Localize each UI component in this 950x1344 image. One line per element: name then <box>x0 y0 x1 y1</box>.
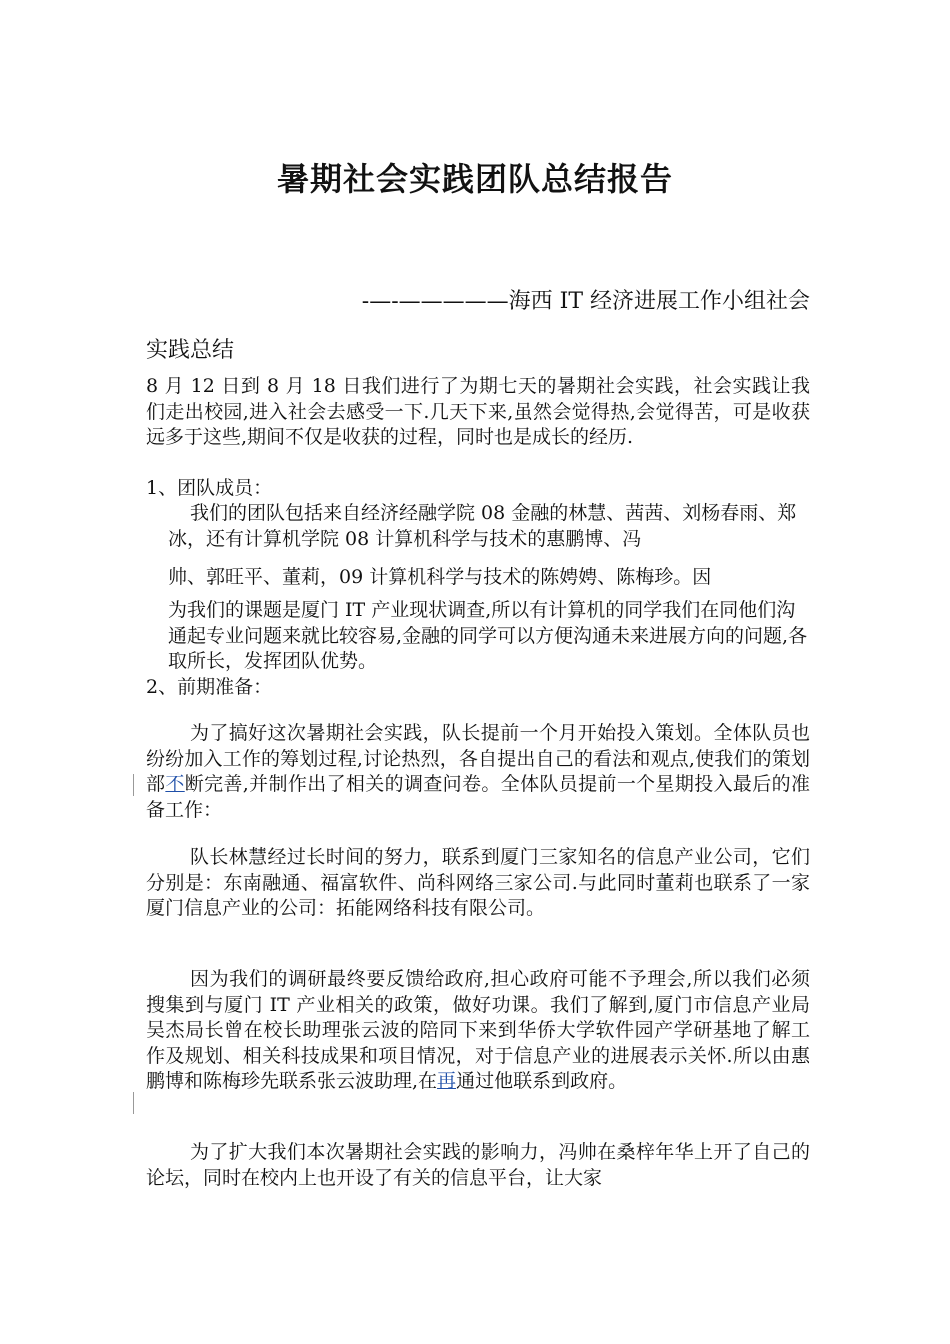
revision-bar-2 <box>133 1092 134 1114</box>
revision-mark-text-2: 再 <box>437 1070 457 1092</box>
document-subtitle: -—-—————海西 IT 经济进展工作小组社会 <box>361 289 810 314</box>
preparation-text-end: 断完善,并制作出了相关的调查问卷。全体队员提前一个星期投入最后的准备工作： <box>146 773 810 821</box>
members-paragraph-part3: 为我们的课题是厦门 IT 产业现状调查,所以有计算机的同学我们在同他们沟通起专业问题来就比较容易,金融的同学可以方便沟通未来进展方向的问题,各取所长，发挥团队优势。 <box>168 599 808 672</box>
revision-bar <box>133 774 134 796</box>
members-paragraph-part2: 帅、郭旺平、董莉，09 计算机科学与技术的陈娉娉、陈梅珍。因 <box>168 566 712 588</box>
policy-text-end: 通过他联系到政府。 <box>456 1070 628 1092</box>
policy-text-start: 因为我们的调研最终要反馈给政府,担心政府可能不予理会,所以我们必须搜集到与厦门 IT 产业相关的政策，做好功课。我们了解到,厦门市信息产业局吴杰局长曾在校长助理张云波的陪同下来到华侨大学软件园产学研基地了解工作及规划、相关科技成果和项目情况，对于信息产业的进展表示关怀.所以由惠鹏博和陈梅珍先联系张云波助理,在 <box>146 968 810 1092</box>
promotion-paragraph: 为了扩大我们本次暑期社会实践的影响力，冯帅在桑梓年华上开了自己的论坛，同时在校内上也开设了有关的信息平台，让大家 <box>146 1141 810 1189</box>
preparation-text-start: 为了搞好这次暑期社会实践，队长提前一个月开始投入策划。全体队员也纷纷加入工作的筹划过程,讨论热烈，各自提出自己的看法和观点,使我们的策划部 <box>146 722 810 795</box>
document-subtitle-continuation: 实践总结 <box>146 338 235 363</box>
policy-paragraph <box>146 967 810 1095</box>
section-heading-preparation: 2、前期准备： <box>146 676 273 698</box>
contacts-paragraph: 队长林慧经过长时间的努力，联系到厦门三家知名的信息产业公司，它们分别是：东南融通、福富软件、尚科网络三家公司.与此同时董莉也联系了一家厦门信息产业的公司：拓能网络科技有限公司。 <box>146 846 810 919</box>
preparation-paragraph <box>146 721 810 823</box>
intro-paragraph: 8 月 12 日到 8 月 18 日我们进行了为期七天的暑期社会实践，社会实践让我们走出校园,进入社会去感受一下.几天下来,虽然会觉得热,会觉得苦，可是收获远多于这些,期间不仅是收获的过程，同时也是成长的经历. <box>146 375 810 448</box>
section-heading-members: 1、团队成员： <box>146 477 273 499</box>
document-title: 暑期社会实践团队总结报告 <box>276 160 673 198</box>
members-paragraph-part1: 我们的团队包括来自经济经融学院 08 金融的林慧、茜茜、刘杨春雨、郑冰，还有计算机学院 08 计算机科学与技术的惠鹏博、冯 <box>168 502 797 550</box>
revision-mark-text: 不 <box>165 773 185 795</box>
